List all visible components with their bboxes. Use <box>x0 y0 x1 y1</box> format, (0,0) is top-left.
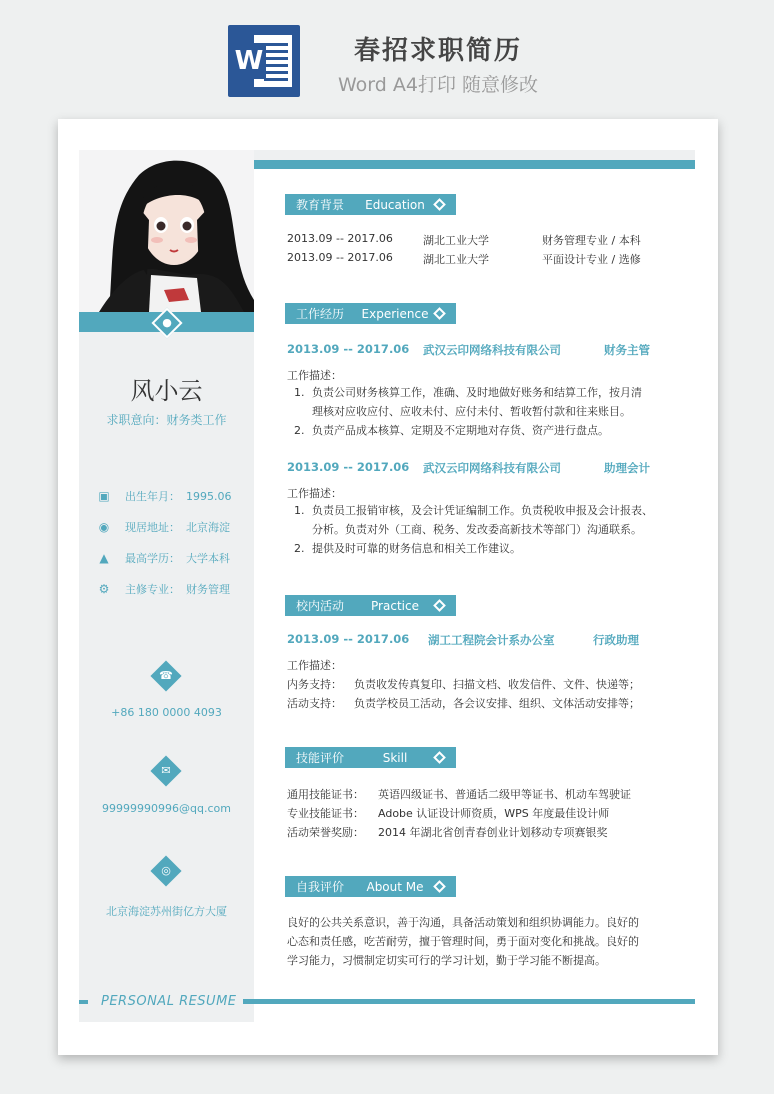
practice-row: 活动支持： <box>287 697 342 710</box>
info-row-birth: ▣ 出生年月： 1995.06 <box>98 489 232 503</box>
job-intent: 求职意向：财务类工作 <box>106 413 227 427</box>
job-date: 2013.09 -- 2017.06 <box>287 460 410 474</box>
education-row: 2013.09 -- 2017.06 <box>287 232 393 245</box>
job-desc-label: 工作描述： <box>287 487 342 500</box>
job-date: 2013.09 -- 2017.06 <box>287 342 410 356</box>
gear-icon: ⚙ <box>98 582 110 596</box>
profile-name: 风小云 <box>130 377 203 405</box>
about-line: 良好的公共关系意识，善于沟通，具备活动策划和组织协调能力。良好的 <box>287 916 639 929</box>
job-duty-item: 1. 负责公司财务核算工作，准确、及时地做好账务和结算工作，按月清 理核对应收应付、应收未付、应付未付、暂收暂付款和往来账目。 <box>294 386 642 418</box>
phone-icon: ☎ <box>159 669 173 682</box>
personal-resume-label: PERSONAL RESUME <box>101 994 237 1009</box>
practice-role: 行政助理 <box>593 633 639 647</box>
practice-row-text: 负责学校员工活动，各会议安排、组织、文体活动安排等； <box>354 697 640 710</box>
section-header-practice: 校内活动 Practice <box>285 595 456 616</box>
resume-page <box>58 119 718 1055</box>
section-header-education: 教育背景 Education <box>285 194 456 215</box>
info-row-education: ▲ 最高学历： 大学本科 <box>97 550 230 566</box>
job-desc-label: 工作描述： <box>287 369 342 382</box>
top-bar-blue <box>254 160 695 169</box>
profile-photo <box>79 150 254 312</box>
email-badge <box>150 755 181 786</box>
word-icon <box>228 25 300 97</box>
section-header-experience: 工作经历 Experience <box>285 303 456 324</box>
banner <box>0 0 774 110</box>
id-card-icon: ▣ <box>98 489 110 503</box>
job-role: 财务主管 <box>604 343 650 357</box>
location-icon: ◎ <box>161 864 171 877</box>
email-address: 99999990996@qq.com <box>102 802 231 815</box>
skill-label: 专业技能证书： <box>287 807 364 820</box>
banner-title: 春招求职简历 <box>353 36 522 66</box>
user-icon: ● <box>162 316 172 329</box>
diamond-icon <box>433 198 446 211</box>
practice-row-text: 负责收发传真复印、扫描文档、收发信件、文件、快递等； <box>354 678 640 691</box>
phone-number: +86 180 0000 4093 <box>111 706 222 719</box>
top-bar-grey <box>254 150 695 160</box>
practice-org: 湖工工程院会计系办公室 <box>428 633 555 647</box>
section-header-about: 自我评价 About Me <box>285 876 456 897</box>
education-row: 2013.09 -- 2017.06 <box>287 251 393 264</box>
practice-row: 内务支持： <box>287 678 342 691</box>
word-letter: W <box>232 43 266 79</box>
footer-accent-left <box>79 1000 88 1004</box>
skill-text: Adobe 认证设计师资质，WPS 年度最佳设计师 <box>378 807 610 820</box>
email-icon: ✉ <box>161 764 171 777</box>
skill-text: 2014 年湖北省创青春创业计划移动专项赛银奖 <box>378 826 608 839</box>
skill-text: 英语四级证书、普通话二级甲等证书、机动车驾驶证 <box>378 788 631 801</box>
practice-desc-label: 工作描述： <box>287 659 342 672</box>
footer-accent-right <box>243 999 695 1004</box>
location-pin-icon: ◉ <box>98 520 110 534</box>
diamond-icon <box>433 307 446 320</box>
education-major: 财务管理专业 / 本科 <box>542 234 641 247</box>
sidebar <box>79 150 254 1022</box>
about-line: 学习能力，习惯制定切实可行的学习计划，勤于学习能不断提高。 <box>287 954 606 967</box>
practice-date: 2013.09 -- 2017.06 <box>287 632 410 646</box>
diamond-icon <box>433 599 446 612</box>
info-row-address: ◉ 现居地址： 北京海淀 <box>98 520 230 534</box>
about-line: 心态和责任感，吃苦耐劳，擅于管理时间，勇于面对变化和挑战。良好的 <box>287 935 639 948</box>
job-duty-item: 2. 提供及时可靠的财务信息和相关工作建议。 <box>294 542 521 555</box>
address-badge <box>150 855 181 886</box>
education-major: 平面设计专业 / 选修 <box>542 253 641 266</box>
education-school: 湖北工业大学 <box>423 234 489 247</box>
job-duty-item: 1. 负责员工报销审核，及会计凭证编制工作。负责税收申报及会计报表、 分析。负责对外（工商、税务、发改委高新技术等部门）沟通联系。 <box>294 504 653 536</box>
job-role: 助理会计 <box>604 461 650 475</box>
skill-label: 通用技能证书： <box>287 788 364 801</box>
job-duty-item: 2. 负责产品成本核算、定期及不定期地对存货、资产进行盘点。 <box>294 424 609 437</box>
education-school: 湖北工业大学 <box>423 253 489 266</box>
home-address: 北京海淀苏州街亿方大厦 <box>106 905 227 918</box>
info-row-major: ⚙ 主修专业： 财务管理 <box>98 582 230 596</box>
graduation-cap-icon: ▲ <box>99 551 109 565</box>
banner-subtitle: Word A4打印 随意修改 <box>337 74 538 96</box>
phone-badge <box>150 660 181 691</box>
skill-label: 活动荣誉奖励： <box>287 826 364 839</box>
section-header-skill: 技能评价 Skill <box>285 747 456 768</box>
diamond-icon <box>433 880 446 893</box>
job-company: 武汉云印网络科技有限公司 <box>423 343 561 357</box>
diamond-icon <box>433 751 446 764</box>
job-company: 武汉云印网络科技有限公司 <box>423 461 561 475</box>
